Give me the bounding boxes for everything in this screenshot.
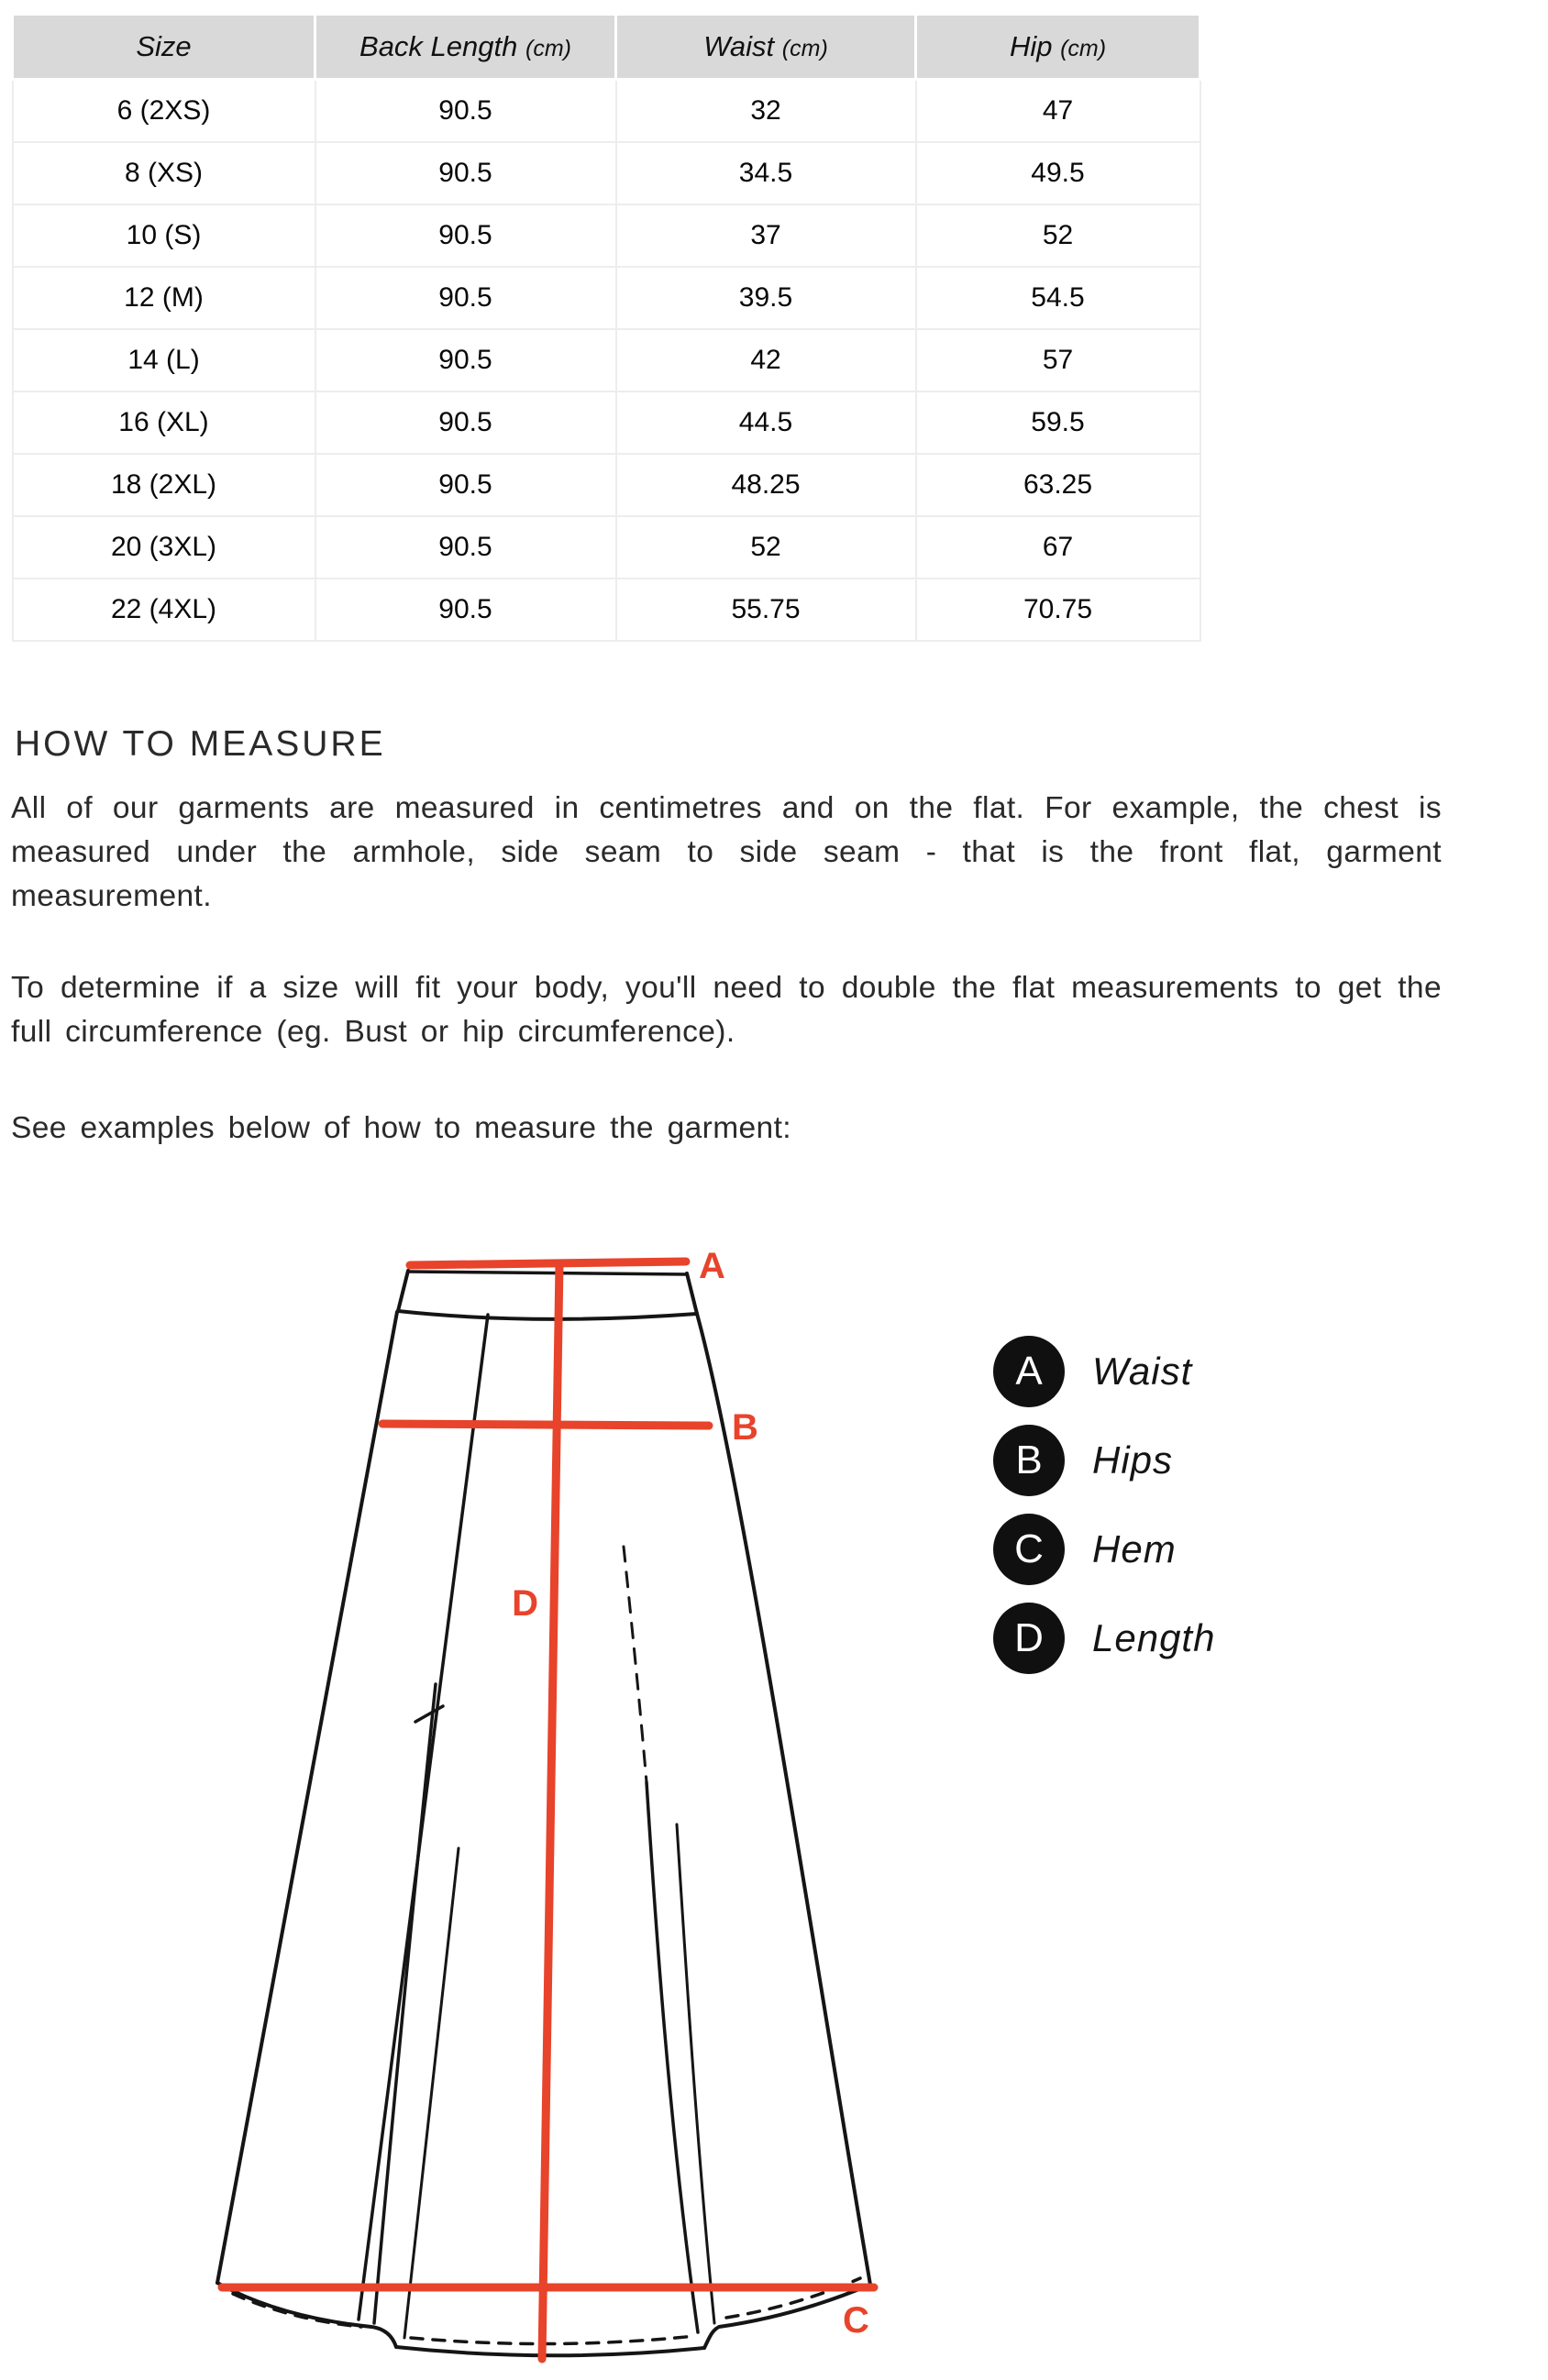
size-cell: 10 (S) <box>13 204 315 267</box>
hips-measure-line <box>382 1424 709 1426</box>
legend-item-waist <box>993 1336 1215 1407</box>
column-header-waist: Waist (cm) <box>616 15 916 80</box>
waist-cell: 32 <box>616 80 916 143</box>
waist-cell: 52 <box>616 516 916 578</box>
hip-cell: 70.75 <box>916 578 1200 641</box>
size-cell: 22 (4XL) <box>13 578 315 641</box>
table-row <box>13 454 1200 516</box>
waist-measure-line <box>410 1262 686 1265</box>
back-length-cell: 90.5 <box>315 578 616 641</box>
marker-c: C <box>843 2300 869 2341</box>
hip-cell: 47 <box>916 80 1200 143</box>
marker-d: D <box>512 1583 538 1624</box>
waist-cell: 42 <box>616 329 916 391</box>
measure-paragraph-3: See examples below of how to measure the garment: <box>11 1111 792 1145</box>
legend-label-waist: Waist <box>1092 1350 1193 1393</box>
hip-cell: 67 <box>916 516 1200 578</box>
size-cell: 16 (XL) <box>13 391 315 454</box>
measure-paragraph-1: All of our garments are measured in centimetres and on the flat. For example, the chest is measured under the armhole, side seam to side seam - that is the front flat, garment measurement. <box>11 791 1442 913</box>
hip-cell: 52 <box>916 204 1200 267</box>
legend-item-hips <box>993 1425 1215 1496</box>
size-chart-table <box>11 13 1201 642</box>
waist-cell: 44.5 <box>616 391 916 454</box>
skirt-sketch <box>149 1221 1075 2380</box>
legend-marker-d: D <box>993 1603 1065 1674</box>
size-cell: 8 (XS) <box>13 142 315 204</box>
column-header-back-length: Back Length (cm) <box>315 15 616 80</box>
hip-cell: 63.25 <box>916 454 1200 516</box>
table-row <box>13 204 1200 267</box>
hip-cell: 59.5 <box>916 391 1200 454</box>
measurement-markers <box>512 1246 869 2341</box>
size-cell: 6 (2XS) <box>13 80 315 143</box>
legend-item-length <box>993 1603 1215 1674</box>
back-length-cell: 90.5 <box>315 204 616 267</box>
back-length-cell: 90.5 <box>315 391 616 454</box>
back-length-cell: 90.5 <box>315 80 616 143</box>
garment-diagram <box>11 1221 1548 2380</box>
column-header-hip: Hip (cm) <box>916 15 1200 80</box>
table-row <box>13 329 1200 391</box>
size-chart-body <box>13 80 1200 642</box>
hip-cell: 49.5 <box>916 142 1200 204</box>
table-row <box>13 80 1200 143</box>
size-cell: 20 (3XL) <box>13 516 315 578</box>
measure-paragraph-2: To determine if a size will fit your body, you'll need to double the flat measurements to get the full circumference (eg. Bust or hip circumference). <box>11 971 1442 1049</box>
hip-cell: 54.5 <box>916 267 1200 329</box>
waist-cell: 34.5 <box>616 142 916 204</box>
table-row <box>13 391 1200 454</box>
waist-cell: 48.25 <box>616 454 916 516</box>
back-length-cell: 90.5 <box>315 329 616 391</box>
measurement-lines <box>222 1262 874 2359</box>
marker-b: B <box>732 1407 758 1448</box>
size-cell: 18 (2XL) <box>13 454 315 516</box>
waist-cell: 55.75 <box>616 578 916 641</box>
legend-item-hem <box>993 1514 1215 1585</box>
back-length-cell: 90.5 <box>315 142 616 204</box>
size-cell: 12 (M) <box>13 267 315 329</box>
legend-label-length: Length <box>1092 1616 1216 1659</box>
marker-a: A <box>699 1246 725 1286</box>
back-length-cell: 90.5 <box>315 454 616 516</box>
legend-label-hips: Hips <box>1092 1438 1174 1482</box>
waist-cell: 39.5 <box>616 267 916 329</box>
back-length-cell: 90.5 <box>315 267 616 329</box>
size-chart-header-row <box>13 15 1200 80</box>
size-cell: 14 (L) <box>13 329 315 391</box>
table-row <box>13 142 1200 204</box>
column-header-size: Size <box>13 15 315 80</box>
table-row <box>13 267 1200 329</box>
table-row <box>13 516 1200 578</box>
legend-marker-b: B <box>993 1425 1065 1496</box>
legend-label-hem: Hem <box>1092 1527 1177 1570</box>
legend-marker-a: A <box>993 1336 1065 1407</box>
how-to-measure-heading: HOW TO MEASURE <box>15 724 386 764</box>
waist-cell: 37 <box>616 204 916 267</box>
table-row <box>13 578 1200 641</box>
measurement-legend <box>993 1336 1215 1691</box>
hip-cell: 57 <box>916 329 1200 391</box>
back-length-cell: 90.5 <box>315 516 616 578</box>
legend-marker-c: C <box>993 1514 1065 1585</box>
